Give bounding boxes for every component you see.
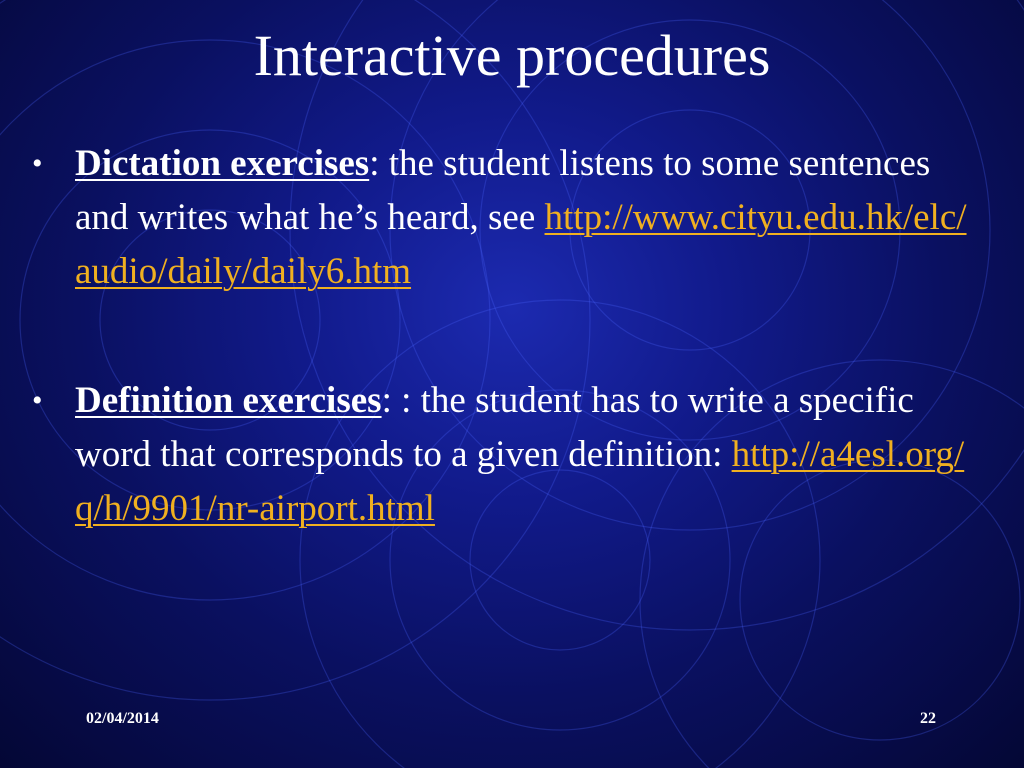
- slide-number: 22: [920, 710, 936, 727]
- definition-link[interactable]: http://a4esl.org/q/h/9901/nr-airport.html: [75, 434, 965, 529]
- slide-title: Interactive procedures: [253, 23, 771, 88]
- definition-description: : : the student has to write a specific word that corresponds to a given definition:: [75, 380, 914, 475]
- dictation-description: : the student listens to some sentences and writes what he’s heard, see: [75, 143, 931, 238]
- bullet-item-definition: [32, 374, 982, 536]
- bullet-item-dictation: [32, 137, 982, 299]
- dictation-link[interactable]: http://www.cityu.edu.hk/elc/audio/daily/daily6.htm: [75, 197, 967, 292]
- footer-date: 02/04/2014: [86, 710, 159, 727]
- definition-term: Definition exercises: [75, 380, 382, 421]
- bullet-list: [32, 137, 982, 536]
- dictation-term: Dictation exercises: [75, 143, 370, 184]
- bullet-marker: •: [32, 384, 43, 417]
- bullet-marker: •: [32, 147, 43, 180]
